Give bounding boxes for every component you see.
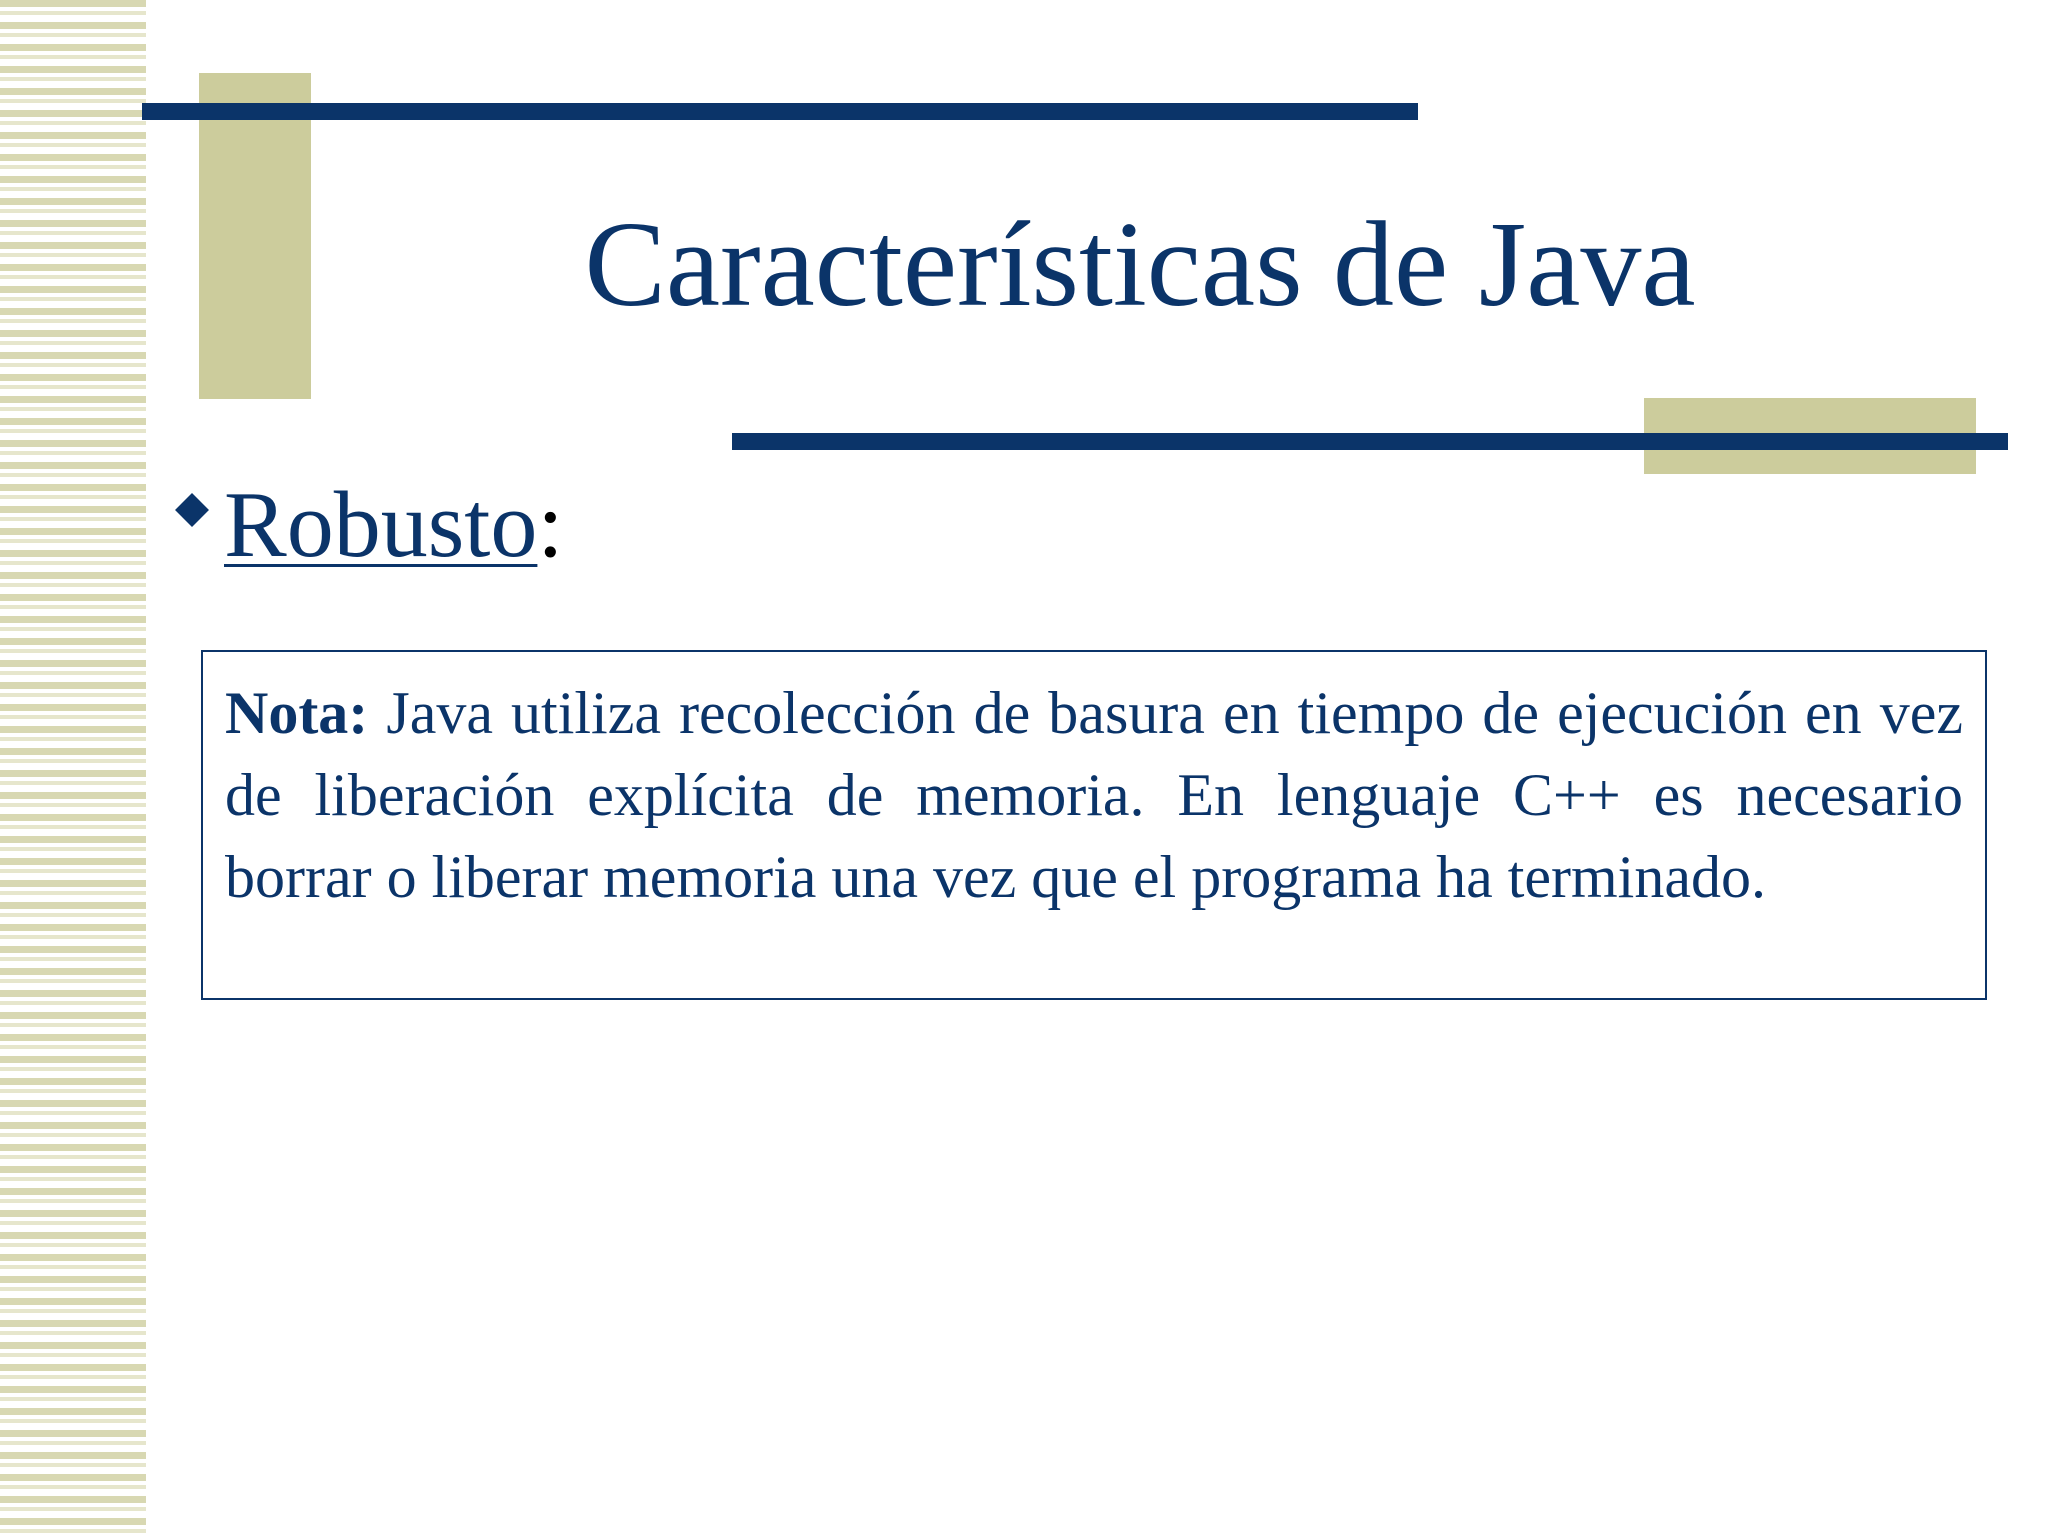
note-body: Java utiliza recolección de basura en tiempo de ejecución en vez de liberación explícita de memoria. En lenguaje C++ es necesario borrar o liberar memoria una vez que el programa ha terminado.	[225, 680, 1963, 910]
note-label: Nota:	[225, 680, 369, 746]
diamond-bullet-icon	[175, 493, 209, 527]
slide-title: Características de Java	[584, 197, 1696, 332]
robusto-link[interactable]: Robusto	[224, 473, 538, 577]
decorative-navy-rule-middle	[732, 433, 2008, 450]
bullet-suffix: :	[537, 473, 564, 577]
note-paragraph	[225, 672, 1963, 918]
bullet-item-robusto	[180, 470, 564, 580]
decorative-navy-rule-top	[142, 103, 1418, 120]
note-box	[201, 650, 1987, 1000]
decorative-olive-block-vertical	[199, 73, 311, 399]
bullet-text	[224, 470, 564, 580]
decorative-stripe-band	[0, 0, 146, 1536]
